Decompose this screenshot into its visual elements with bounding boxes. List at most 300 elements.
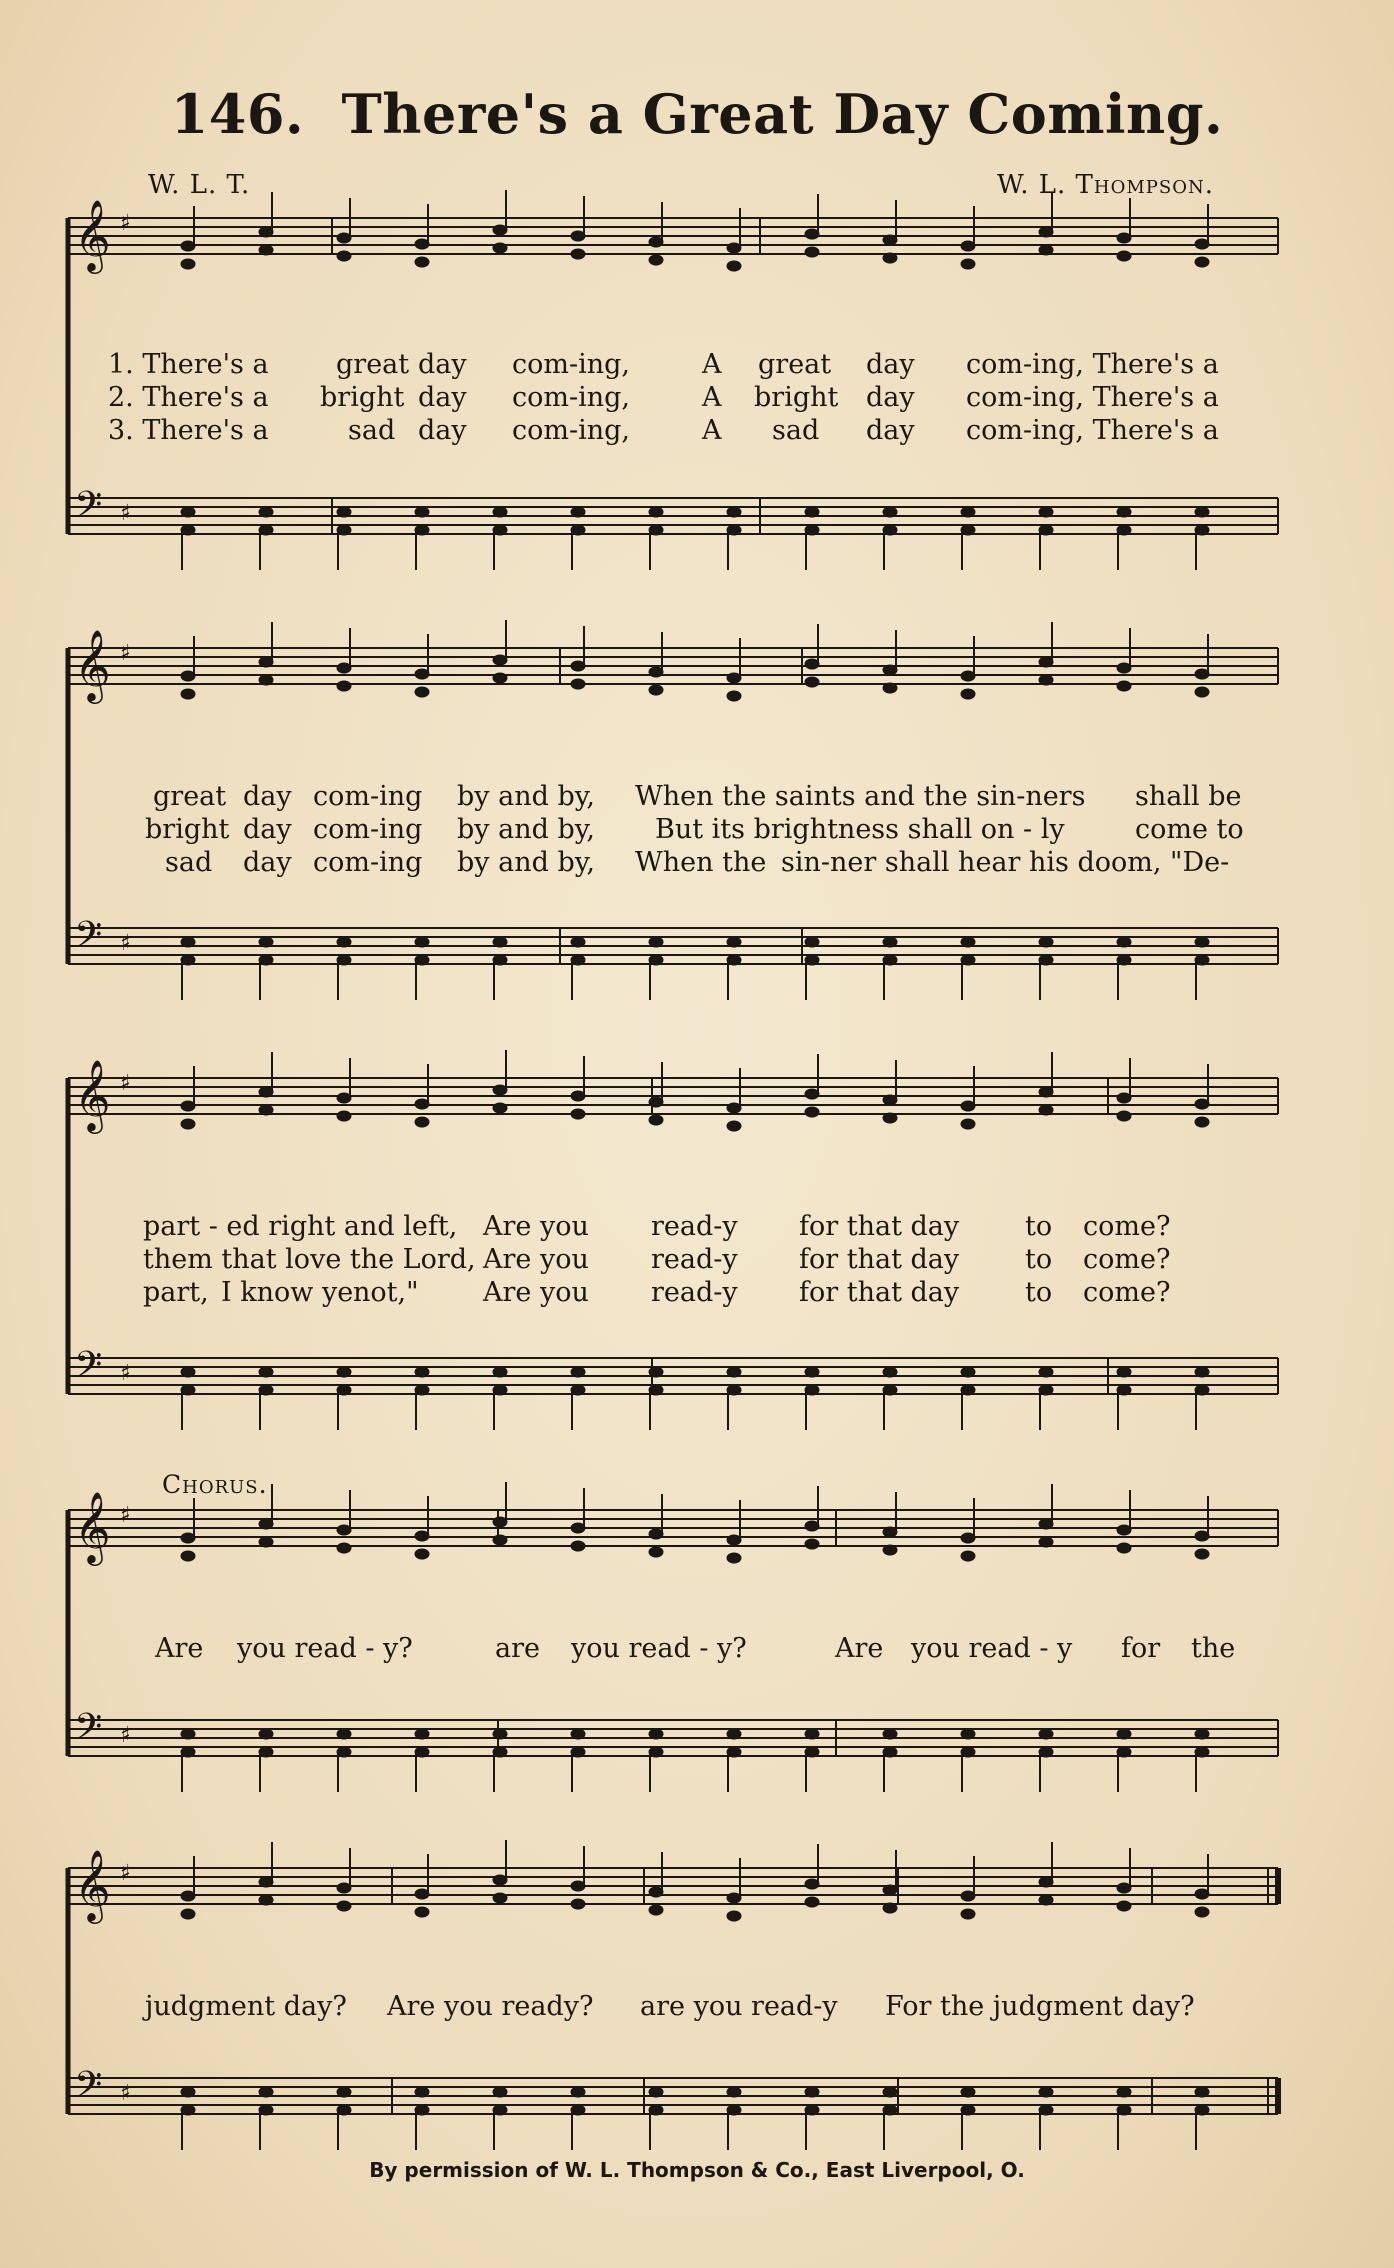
- bass-clef-icon: 𝄢: [74, 484, 103, 535]
- note-head: [259, 657, 273, 667]
- note-head: [181, 1747, 195, 1757]
- note-head: [1039, 1747, 1053, 1757]
- note-head: [493, 937, 507, 947]
- note-head: [649, 2087, 663, 2097]
- lyric-syllable: sad: [165, 847, 213, 878]
- note-head: [337, 1901, 351, 1911]
- note-head: [571, 249, 585, 259]
- note-head: [259, 227, 273, 237]
- lyric-syllable: to: [1025, 1244, 1053, 1275]
- note-head: [415, 1907, 429, 1917]
- note-head: [415, 239, 429, 249]
- note-head: [961, 937, 975, 947]
- note-head: [1117, 251, 1131, 261]
- note-head: [805, 1539, 819, 1549]
- lyric-line-verse-3: [145, 846, 1285, 879]
- words-credit: W. L. T.: [148, 170, 251, 200]
- note-head: [259, 1105, 273, 1115]
- note-head: [181, 1367, 195, 1377]
- lyric-syllable: day: [243, 781, 292, 812]
- lyric-syllable: you read - y: [911, 1633, 1073, 1664]
- note-head: [415, 1747, 429, 1757]
- lyric-syllable: for that day: [799, 1244, 960, 1275]
- note-head: [493, 1085, 507, 1095]
- note-head: [493, 673, 507, 683]
- lyric-line-chorus: [155, 1632, 1275, 1665]
- lyric-syllable: com-ing, There's a: [966, 349, 1219, 380]
- note-head: [727, 507, 741, 517]
- note-head: [181, 689, 195, 699]
- note-head: [1195, 1907, 1209, 1917]
- treble-clef-icon: 𝄞: [74, 1490, 111, 1563]
- note-head: [337, 1543, 351, 1553]
- note-head: [1117, 507, 1131, 517]
- note-head: [805, 1897, 819, 1907]
- bass-clef-icon: 𝄢: [74, 914, 103, 965]
- note-head: [805, 229, 819, 239]
- note-head: [805, 1107, 819, 1117]
- note-head: [649, 507, 663, 517]
- note-head: [259, 1087, 273, 1097]
- note-head: [961, 2105, 975, 2115]
- note-head: [181, 1891, 195, 1901]
- lyric-syllable: to: [1025, 1277, 1053, 1308]
- treble-clef-icon: 𝄞: [74, 628, 111, 701]
- lyric-line-chorus: [145, 1990, 1275, 2023]
- note-head: [1039, 2105, 1053, 2115]
- note-head: [1039, 657, 1053, 667]
- note-head: [415, 1531, 429, 1541]
- note-head: [415, 687, 429, 697]
- note-head: [727, 1747, 741, 1757]
- lyric-syllable: A: [702, 382, 722, 413]
- note-head: [883, 1729, 897, 1739]
- note-head: [415, 1889, 429, 1899]
- note-head: [493, 225, 507, 235]
- lyric-syllable: bright: [754, 382, 839, 413]
- lyric-syllable: sad: [348, 415, 396, 446]
- note-head: [259, 1729, 273, 1739]
- note-head: [1117, 233, 1131, 243]
- note-head: [415, 937, 429, 947]
- note-head: [259, 245, 273, 255]
- treble-clef-icon: 𝄞: [74, 1848, 111, 1921]
- note-head: [649, 667, 663, 677]
- lyric-syllable: come?: [1083, 1277, 1171, 1308]
- note-head: [961, 1101, 975, 1111]
- lyric-syllable: come?: [1083, 1244, 1171, 1275]
- lyric-syllable: for that day: [799, 1211, 960, 1242]
- note-head: [805, 507, 819, 517]
- lyric-syllable: bright: [145, 814, 230, 845]
- sharp-icon: ♯: [120, 2081, 131, 2106]
- treble-clef-icon: 𝄞: [74, 1058, 111, 1131]
- note-head: [493, 655, 507, 665]
- treble-clef-icon: 𝄞: [74, 198, 111, 271]
- note-head: [571, 1747, 585, 1757]
- lyric-syllable: come?: [1083, 1211, 1171, 1242]
- hymn-number: 146.: [170, 82, 305, 146]
- lyric-syllable: day: [418, 349, 467, 380]
- note-head: [493, 2087, 507, 2097]
- note-head: [649, 1547, 663, 1557]
- note-head: [961, 955, 975, 965]
- note-head: [1195, 507, 1209, 517]
- note-head: [1039, 507, 1053, 517]
- permission-footer: By permission of W. L. Thompson & Co., East Liverpool, O.: [369, 2158, 1025, 2182]
- lyric-line-verse-1: [108, 348, 1268, 381]
- note-head: [493, 2105, 507, 2115]
- note-head: [727, 955, 741, 965]
- sharp-icon: ♯: [120, 931, 131, 956]
- note-head: [805, 1729, 819, 1739]
- note-head: [961, 689, 975, 699]
- note-head: [493, 1747, 507, 1757]
- note-head: [1195, 937, 1209, 947]
- lyric-syllable: by and by,: [457, 814, 596, 845]
- note-head: [649, 1097, 663, 1107]
- lyrics-system-4: [155, 1632, 1275, 1665]
- note-head: [649, 1887, 663, 1897]
- note-head: [1117, 1385, 1131, 1395]
- note-head: [1117, 955, 1131, 965]
- note-head: [727, 1385, 741, 1395]
- sharp-icon: ♯: [120, 1861, 131, 1886]
- note-head: [961, 1551, 975, 1561]
- lyric-syllable: day: [866, 382, 915, 413]
- lyric-syllable: by and by,: [457, 781, 596, 812]
- note-head: [961, 259, 975, 269]
- lyrics-system-3: [143, 1210, 1283, 1309]
- note-head: [649, 937, 663, 947]
- note-head: [571, 937, 585, 947]
- sharp-icon: ♯: [120, 501, 131, 526]
- note-head: [649, 1385, 663, 1395]
- note-head: [181, 1385, 195, 1395]
- bass-clef-icon: 𝄢: [74, 1344, 103, 1395]
- note-head: [727, 1121, 741, 1131]
- lyric-syllable: shall be: [1135, 781, 1242, 812]
- note-head: [1039, 1895, 1053, 1905]
- lyric-syllable: 2. There's a: [108, 382, 269, 413]
- lyric-syllable: read-y: [651, 1277, 738, 1308]
- note-head: [571, 1091, 585, 1101]
- hymn-title: There's a Great Day Coming.: [341, 82, 1224, 146]
- note-head: [649, 1905, 663, 1915]
- note-head: [493, 1893, 507, 1903]
- note-head: [727, 1729, 741, 1739]
- note-head: [415, 1549, 429, 1559]
- note-head: [649, 2105, 663, 2115]
- note-head: [493, 243, 507, 253]
- lyric-syllable: for that day: [799, 1277, 960, 1308]
- note-head: [1117, 525, 1131, 535]
- note-head: [181, 1101, 195, 1111]
- note-head: [805, 1385, 819, 1395]
- note-head: [1117, 1111, 1131, 1121]
- note-head: [181, 955, 195, 965]
- note-head: [1039, 525, 1053, 535]
- note-head: [727, 243, 741, 253]
- note-head: [727, 1911, 741, 1921]
- note-head: [727, 1535, 741, 1545]
- note-head: [259, 2105, 273, 2115]
- note-head: [961, 1533, 975, 1543]
- note-head: [259, 1385, 273, 1395]
- lyric-syllable: day: [866, 349, 915, 380]
- bass-clef-icon: 𝄢: [74, 2064, 103, 2115]
- note-head: [1117, 1729, 1131, 1739]
- note-head: [1039, 937, 1053, 947]
- note-head: [1117, 681, 1131, 691]
- note-head: [1039, 1729, 1053, 1739]
- note-head: [805, 525, 819, 535]
- note-head: [1117, 1747, 1131, 1757]
- note-head: [259, 937, 273, 947]
- note-head: [493, 955, 507, 965]
- note-head: [571, 1523, 585, 1533]
- note-head: [1195, 1117, 1209, 1127]
- note-head: [181, 937, 195, 947]
- lyrics-system-1: [108, 348, 1268, 447]
- lyric-syllable: them that love the Lord,: [143, 1244, 476, 1275]
- sharp-icon: ♯: [120, 1723, 131, 1748]
- note-head: [337, 233, 351, 243]
- sharp-icon: ♯: [120, 641, 131, 666]
- note-head: [961, 525, 975, 535]
- note-head: [1117, 2087, 1131, 2097]
- note-head: [415, 2087, 429, 2097]
- lyric-syllable: 1. There's a: [108, 349, 269, 380]
- note-head: [181, 1533, 195, 1543]
- note-head: [337, 1525, 351, 1535]
- note-head: [1039, 1087, 1053, 1097]
- lyric-syllable: com-ing, There's a: [966, 382, 1219, 413]
- note-head: [259, 2087, 273, 2097]
- note-head: [571, 1881, 585, 1891]
- note-head: [337, 507, 351, 517]
- note-head: [649, 1115, 663, 1125]
- note-head: [415, 257, 429, 267]
- lyric-syllable: Are: [835, 1633, 884, 1664]
- note-head: [883, 665, 897, 675]
- note-head: [1195, 239, 1209, 249]
- note-head: [1117, 1883, 1131, 1893]
- note-head: [181, 525, 195, 535]
- note-head: [649, 525, 663, 535]
- lyric-syllable: sin-ner shall hear his doom, "De-: [781, 847, 1230, 878]
- lyric-syllable: are: [495, 1633, 540, 1664]
- note-head: [805, 1747, 819, 1757]
- note-head: [727, 2105, 741, 2115]
- lyric-syllable: day: [243, 847, 292, 878]
- note-head: [1195, 1729, 1209, 1739]
- lyric-syllable: A: [702, 415, 722, 446]
- lyric-syllable: day: [866, 415, 915, 446]
- note-head: [337, 937, 351, 947]
- note-head: [961, 241, 975, 251]
- note-head: [337, 2105, 351, 2115]
- lyric-syllable: Are you: [483, 1244, 589, 1275]
- lyric-syllable: com-ing,: [512, 382, 630, 413]
- note-head: [883, 507, 897, 517]
- note-head: [571, 507, 585, 517]
- note-head: [727, 1367, 741, 1377]
- lyric-syllable: for: [1121, 1633, 1161, 1664]
- lyric-syllable: day: [418, 415, 467, 446]
- lyric-syllable: A: [702, 349, 722, 380]
- note-head: [337, 251, 351, 261]
- sharp-icon: ♯: [120, 1361, 131, 1386]
- note-head: [571, 1367, 585, 1377]
- note-head: [571, 525, 585, 535]
- note-head: [493, 1367, 507, 1377]
- lyric-line-verse-2: [108, 381, 1268, 414]
- note-head: [1195, 257, 1209, 267]
- note-head: [415, 1729, 429, 1739]
- note-head: [649, 1367, 663, 1377]
- note-head: [649, 1529, 663, 1539]
- lyric-syllable: great: [153, 781, 227, 812]
- note-head: [805, 2105, 819, 2115]
- lyric-syllable: read-y: [651, 1244, 738, 1275]
- chorus-label: Chorus.: [162, 1470, 268, 1499]
- bass-clef-icon: 𝄢: [74, 1706, 103, 1757]
- lyric-syllable: For the judgment day?: [885, 1991, 1195, 2022]
- note-head: [883, 525, 897, 535]
- lyric-syllable: com-ing, There's a: [966, 415, 1219, 446]
- note-head: [415, 2105, 429, 2115]
- note-head: [337, 1111, 351, 1121]
- lyric-syllable: 3. There's a: [108, 415, 269, 446]
- note-head: [1195, 1385, 1209, 1395]
- note-head: [1195, 2087, 1209, 2097]
- note-head: [571, 2105, 585, 2115]
- music-credit: W. L. Thompson.: [997, 170, 1214, 200]
- note-head: [1039, 245, 1053, 255]
- note-head: [181, 241, 195, 251]
- note-head: [571, 955, 585, 965]
- note-head: [727, 525, 741, 535]
- note-head: [961, 1891, 975, 1901]
- note-head: [649, 237, 663, 247]
- note-head: [337, 955, 351, 965]
- note-head: [1039, 1519, 1053, 1529]
- sharp-icon: ♯: [120, 211, 131, 236]
- note-head: [1039, 1877, 1053, 1887]
- lyric-syllable: sad: [772, 415, 820, 446]
- note-head: [883, 2105, 897, 2115]
- note-head: [415, 1367, 429, 1377]
- note-head: [1195, 1889, 1209, 1899]
- lyric-syllable: part,: [143, 1277, 209, 1308]
- note-head: [649, 955, 663, 965]
- note-head: [337, 1367, 351, 1377]
- lyric-syllable: day: [418, 382, 467, 413]
- note-head: [571, 1541, 585, 1551]
- note-head: [1117, 1543, 1131, 1553]
- note-head: [649, 1747, 663, 1757]
- note-head: [1117, 1525, 1131, 1535]
- lyric-syllable: to: [1025, 1211, 1053, 1242]
- note-head: [805, 1521, 819, 1531]
- note-head: [883, 955, 897, 965]
- lyric-syllable: judgment day?: [145, 1991, 347, 2022]
- note-head: [1117, 937, 1131, 947]
- note-head: [1195, 1531, 1209, 1541]
- note-head: [1195, 669, 1209, 679]
- sharp-icon: ♯: [120, 1071, 131, 1096]
- note-head: [181, 259, 195, 269]
- lyric-line-verse-3: [143, 1276, 1283, 1309]
- note-head: [415, 525, 429, 535]
- note-head: [805, 247, 819, 257]
- note-head: [1039, 675, 1053, 685]
- note-head: [883, 1113, 897, 1123]
- note-head: [805, 955, 819, 965]
- note-head: [337, 525, 351, 535]
- note-head: [961, 1367, 975, 1377]
- note-head: [337, 1747, 351, 1757]
- lyric-syllable: Are you: [483, 1277, 589, 1308]
- note-head: [493, 1729, 507, 1739]
- note-head: [883, 2087, 897, 2097]
- note-head: [961, 1747, 975, 1757]
- note-head: [1039, 1105, 1053, 1115]
- note-head: [883, 1747, 897, 1757]
- note-head: [883, 1885, 897, 1895]
- note-head: [883, 1367, 897, 1377]
- lyric-syllable: But its brightness shall on - ly: [655, 814, 1065, 845]
- lyric-syllable: the: [1191, 1633, 1236, 1664]
- note-head: [883, 1527, 897, 1537]
- note-head: [727, 937, 741, 947]
- note-head: [571, 679, 585, 689]
- lyric-syllable: great: [758, 349, 832, 380]
- note-head: [337, 681, 351, 691]
- note-head: [805, 2087, 819, 2097]
- note-head: [181, 1551, 195, 1561]
- note-head: [883, 937, 897, 947]
- note-head: [1039, 1537, 1053, 1547]
- note-head: [961, 507, 975, 517]
- note-head: [571, 1109, 585, 1119]
- note-head: [259, 1367, 273, 1377]
- note-head: [259, 1747, 273, 1757]
- note-head: [805, 937, 819, 947]
- lyrics-system-2: [145, 780, 1285, 879]
- lyric-syllable: I know ye: [221, 1277, 354, 1308]
- note-head: [337, 1883, 351, 1893]
- lyric-syllable: you read - y?: [237, 1633, 413, 1664]
- note-head: [493, 507, 507, 517]
- note-head: [805, 1089, 819, 1099]
- note-head: [1195, 2105, 1209, 2115]
- note-head: [883, 253, 897, 263]
- note-head: [883, 235, 897, 245]
- lyric-syllable: Are you ready?: [387, 1991, 594, 2022]
- note-head: [181, 1909, 195, 1919]
- note-head: [1039, 955, 1053, 965]
- note-head: [1195, 687, 1209, 697]
- note-head: [1039, 227, 1053, 237]
- lyric-syllable: When the: [635, 847, 767, 878]
- note-head: [805, 677, 819, 687]
- note-head: [337, 663, 351, 673]
- note-head: [883, 1095, 897, 1105]
- note-head: [1195, 1747, 1209, 1757]
- note-head: [961, 2087, 975, 2097]
